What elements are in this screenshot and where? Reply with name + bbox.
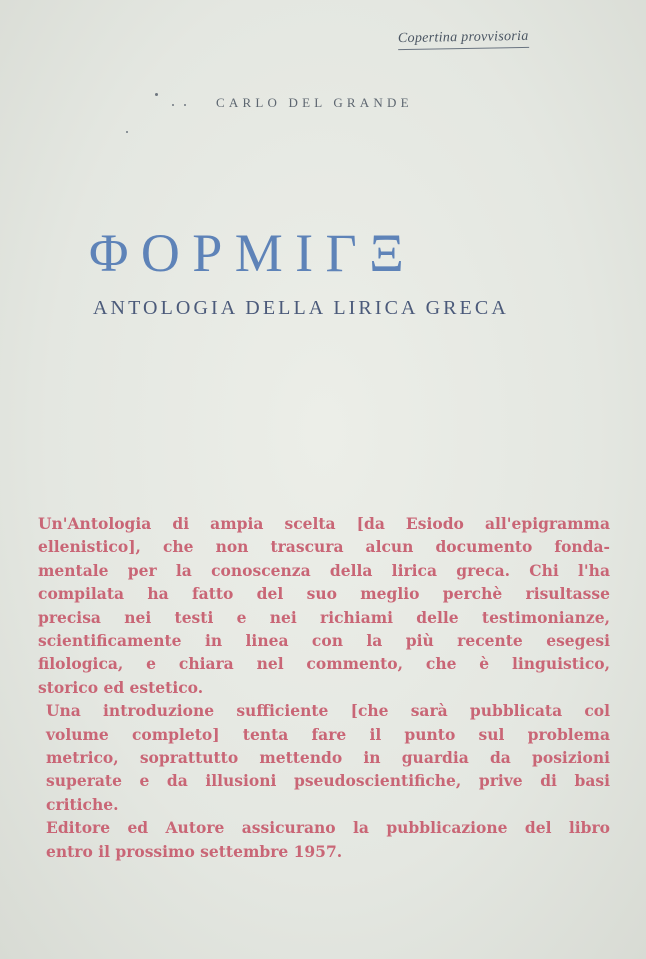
blurb-line: precisa nei testi e nei richiami delle testimonianze, [38, 607, 610, 627]
book-subtitle: ANTOLOGIA DELLA LIRICA GRECA [93, 297, 509, 319]
blurb-line: storico ed estetico. [38, 677, 204, 697]
description-blurb [38, 512, 610, 863]
blurb-line: volume completo] tenta fare il punto sul problema [46, 724, 610, 744]
blurb-line: compilata ha fatto del suo meglio perchè risultasse [38, 584, 610, 604]
blurb-line: filologica, e chiara nel commento, che è linguistico, [38, 654, 610, 674]
author-name: CARLO DEL GRANDE [216, 95, 413, 110]
blurb-line: superate e da illusioni pseudoscientifiche, prive di basi [46, 771, 610, 791]
ink-speck [126, 131, 128, 133]
blurb-line: Editore ed Autore assicurano la pubblicazione del libro [46, 818, 610, 838]
ink-speck [184, 104, 186, 106]
provisional-cover-stamp: Copertina provvisoria [398, 29, 529, 50]
blurb-line: Un'Antologia di ampia scelta [da Esiodo all'epigramma [38, 514, 610, 533]
book-title: ΦΟΡΜΙΓΞ [89, 223, 417, 283]
ink-speck [155, 93, 158, 96]
blurb-line: metrico, soprattutto mettendo in guardia da posizioni [46, 748, 610, 768]
blurb-line: scientificamente in linea con la più recente esegesi [38, 631, 610, 651]
blurb-line: Una introduzione sufficiente [che sarà pubblicata col [46, 701, 610, 721]
blurb-line: critiche. [46, 794, 119, 814]
blurb-line: entro il prossimo settembre 1957. [46, 841, 343, 861]
blurb-line: mentale per la conoscenza della lirica greca. Chi l'ha [38, 560, 610, 580]
ink-speck [172, 104, 174, 106]
blurb-line: ellenistico], che non trascura alcun documento fonda- [38, 537, 610, 557]
